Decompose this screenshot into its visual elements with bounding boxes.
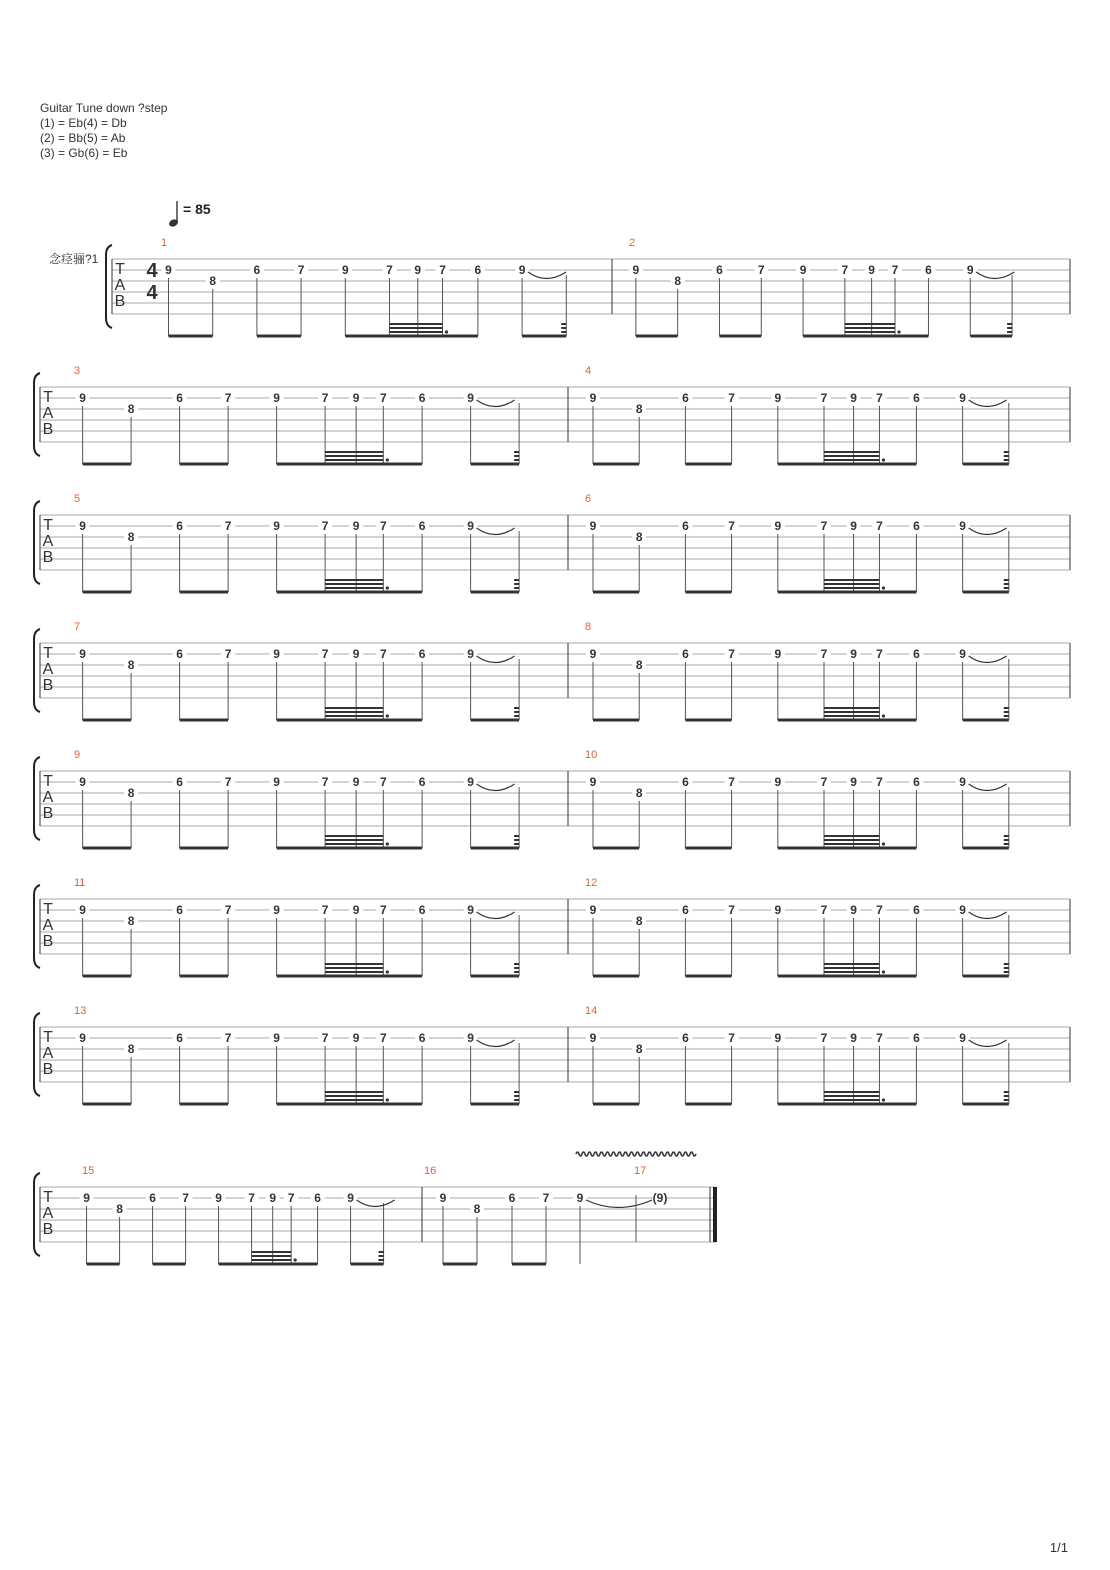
- measure-number: 12: [585, 877, 598, 889]
- fret-number: 7: [728, 391, 735, 405]
- fret-number: 6: [149, 1191, 156, 1205]
- tab-clef-letter: B: [42, 549, 54, 566]
- fret-number: 7: [820, 903, 828, 917]
- fret-number: 9: [850, 391, 857, 405]
- fret-number: 9: [959, 647, 966, 661]
- tab-clef-letter: T: [43, 901, 53, 918]
- system-bracket: [34, 629, 40, 712]
- fret-number: 9: [273, 647, 280, 661]
- fret-number: 8: [127, 530, 135, 544]
- tempo-value: = 85: [183, 201, 211, 217]
- fret-number: 6: [418, 903, 426, 917]
- fret-number: 9: [79, 903, 86, 917]
- fret-number: 8: [635, 1042, 643, 1056]
- fret-number: 7: [876, 647, 883, 661]
- fret-number: 6: [508, 1191, 516, 1205]
- fret-number: 9: [589, 903, 597, 917]
- page-number: 1/1: [1049, 1540, 1068, 1555]
- fret-number: 6: [418, 1031, 426, 1045]
- fret-number: 9: [439, 1191, 447, 1205]
- tie: [477, 656, 515, 663]
- fret-number: 9: [799, 263, 807, 277]
- measure-number: 13: [74, 1005, 87, 1017]
- fret-number: 9: [774, 903, 782, 917]
- measure-number: 4: [585, 365, 592, 377]
- fret-number: 6: [176, 775, 183, 789]
- fret-number: 9: [352, 647, 360, 661]
- tie: [586, 1200, 652, 1208]
- system-bracket: [34, 373, 40, 456]
- tab-clef-letter: T: [43, 517, 53, 534]
- fret-number: 6: [474, 263, 482, 277]
- fret-number: 9: [341, 263, 349, 277]
- fret-number: 6: [418, 775, 426, 789]
- fret-number: 6: [176, 903, 183, 917]
- tab-clef-letter: A: [42, 1045, 54, 1062]
- tab-clef-letter: A: [42, 405, 54, 422]
- fret-number: 9: [850, 903, 857, 917]
- fret-number: 9: [352, 519, 360, 533]
- fret-number: 7: [224, 903, 232, 917]
- measure-number: 2: [629, 237, 636, 249]
- tuning-title: Guitar Tune down ?step: [40, 101, 168, 115]
- measure-number: 5: [74, 493, 81, 505]
- fret-number: 9: [589, 1031, 597, 1045]
- system-bracket: [34, 501, 40, 584]
- fret-number: 9: [467, 903, 474, 917]
- dot: [294, 1258, 297, 1261]
- fret-number: 6: [925, 263, 932, 277]
- fret-number: 8: [674, 274, 682, 288]
- fret-number: 9: [165, 263, 172, 277]
- vibrato-mark: [576, 1152, 696, 1156]
- fret-number: 9: [273, 519, 280, 533]
- fret-number: 9: [774, 775, 782, 789]
- fret-number: 9: [850, 775, 857, 789]
- tie: [969, 528, 1007, 535]
- fret-number: 9: [79, 775, 86, 789]
- fret-number: 8: [635, 658, 643, 672]
- measure-number: 7: [74, 621, 81, 633]
- system-bracket: [34, 757, 40, 840]
- fret-number: 7: [876, 903, 883, 917]
- fret-number: 7: [224, 647, 232, 661]
- fret-number: 9: [959, 775, 966, 789]
- fret-number: 7: [841, 263, 849, 277]
- fret-number: 9: [414, 263, 422, 277]
- tab-clef-letter: B: [42, 1221, 54, 1238]
- fret-number: 7: [876, 391, 883, 405]
- tab-clef-letter: A: [42, 1205, 54, 1222]
- measure-number: 8: [585, 621, 592, 633]
- tie: [477, 784, 515, 791]
- fret-number: 9: [576, 1191, 584, 1205]
- fret-number: 7: [728, 775, 735, 789]
- fret-number: 9: [850, 519, 857, 533]
- tab-clef-letter: A: [42, 661, 54, 678]
- measure-number: 9: [74, 749, 81, 761]
- fret-number: 9: [632, 263, 640, 277]
- fret-number: 7: [876, 1031, 883, 1045]
- tab-clef-letter: B: [42, 421, 54, 438]
- tied-fret-number: (9): [652, 1191, 668, 1205]
- tie: [477, 528, 515, 535]
- fret-number: 9: [215, 1191, 222, 1205]
- dot: [882, 714, 885, 717]
- measure-number: 11: [74, 877, 86, 889]
- fret-number: 6: [418, 519, 426, 533]
- tab-clef-letter: T: [43, 645, 53, 662]
- fret-number: 7: [321, 1031, 329, 1045]
- fret-number: 9: [774, 519, 782, 533]
- fret-number: 7: [728, 903, 735, 917]
- tab-clef-letter: T: [43, 389, 53, 406]
- fret-number: 6: [176, 391, 183, 405]
- fret-number: 7: [876, 775, 883, 789]
- fret-number: 9: [868, 263, 875, 277]
- fret-number: 9: [850, 1031, 857, 1045]
- fret-number: 7: [321, 519, 329, 533]
- fret-number: 6: [418, 647, 426, 661]
- fret-number: 9: [467, 647, 474, 661]
- fret-number: 7: [820, 775, 828, 789]
- fret-number: 7: [439, 263, 446, 277]
- fret-number: 8: [127, 658, 135, 672]
- time-signature-top: 4: [146, 260, 158, 282]
- fret-number: 9: [352, 903, 360, 917]
- measure-number: 1: [161, 237, 168, 249]
- tie: [477, 1040, 515, 1047]
- tab-clef-letter: B: [114, 293, 126, 310]
- fret-number: 6: [913, 903, 920, 917]
- fret-number: 6: [682, 391, 689, 405]
- tab-clef-letter: T: [43, 1189, 53, 1206]
- fret-number: 6: [913, 775, 920, 789]
- fret-number: 7: [820, 519, 828, 533]
- fret-number: 7: [224, 775, 232, 789]
- fret-number: 7: [321, 647, 329, 661]
- dot: [882, 970, 885, 973]
- dot: [386, 1098, 389, 1101]
- system-bracket: [34, 1013, 40, 1096]
- fret-number: 9: [966, 263, 974, 277]
- fret-number: 8: [635, 914, 643, 928]
- tab-clef-letter: A: [42, 789, 54, 806]
- fret-number: 6: [913, 519, 920, 533]
- dot: [386, 586, 389, 589]
- tie: [528, 272, 566, 279]
- fret-number: 9: [774, 1031, 782, 1045]
- dot: [882, 458, 885, 461]
- fret-number: 7: [386, 263, 393, 277]
- fret-number: 9: [347, 1191, 354, 1205]
- tab-clef-letter: B: [42, 805, 54, 822]
- measure-number: 17: [634, 1165, 647, 1177]
- fret-number: 9: [850, 647, 857, 661]
- fret-number: 7: [876, 519, 883, 533]
- fret-number: 9: [589, 519, 597, 533]
- tuning-line: (2) = Bb(5) = Ab: [40, 131, 126, 145]
- dot: [882, 586, 885, 589]
- fret-number: 9: [589, 391, 597, 405]
- dot: [897, 330, 900, 333]
- fret-number: 9: [959, 1031, 966, 1045]
- fret-number: 6: [682, 1031, 689, 1045]
- dot: [386, 714, 389, 717]
- fret-number: 9: [79, 647, 86, 661]
- fret-number: 9: [273, 903, 280, 917]
- tuning-line: (1) = Eb(4) = Db: [40, 116, 127, 130]
- fret-number: 7: [224, 519, 232, 533]
- fret-number: 7: [379, 647, 387, 661]
- tab-clef-letter: B: [42, 1061, 54, 1078]
- fret-number: 7: [321, 903, 329, 917]
- fret-number: 7: [728, 647, 735, 661]
- fret-number: 7: [891, 263, 899, 277]
- tie: [969, 912, 1007, 919]
- fret-number: 6: [176, 647, 183, 661]
- tab-clef-letter: T: [115, 261, 125, 278]
- fret-number: 6: [913, 391, 920, 405]
- fret-number: 7: [321, 775, 329, 789]
- fret-number: 7: [379, 903, 387, 917]
- fret-number: 9: [352, 1031, 360, 1045]
- fret-number: 8: [635, 786, 643, 800]
- fret-number: 9: [83, 1191, 90, 1205]
- fret-number: 9: [467, 519, 474, 533]
- dot: [386, 458, 389, 461]
- tie: [969, 1040, 1007, 1047]
- measure-number: 16: [424, 1165, 437, 1177]
- fret-number: 6: [682, 519, 689, 533]
- tie: [477, 400, 515, 407]
- fret-number: 7: [728, 1031, 735, 1045]
- fret-number: 9: [518, 263, 526, 277]
- system-bracket: [34, 1173, 40, 1256]
- fret-number: 6: [176, 519, 183, 533]
- fret-number: 8: [127, 914, 135, 928]
- fret-number: 7: [820, 391, 828, 405]
- fret-number: 6: [716, 263, 723, 277]
- fret-number: 6: [682, 903, 689, 917]
- tab-clef-letter: T: [43, 773, 53, 790]
- fret-number: 9: [467, 391, 474, 405]
- fret-number: 6: [418, 391, 426, 405]
- measure-number: 6: [585, 493, 592, 505]
- fret-number: 7: [182, 1191, 189, 1205]
- dot: [882, 842, 885, 845]
- fret-number: 6: [913, 1031, 920, 1045]
- fret-number: 8: [635, 402, 643, 416]
- fret-number: 7: [297, 263, 305, 277]
- tab-clef-letter: B: [42, 933, 54, 950]
- fret-number: 8: [127, 786, 135, 800]
- system-bracket: [34, 885, 40, 968]
- measure-number: 15: [82, 1165, 95, 1177]
- fret-number: 9: [269, 1191, 277, 1205]
- tab-clef-letter: A: [42, 917, 54, 934]
- fret-number: 8: [116, 1202, 123, 1216]
- fret-number: 9: [467, 775, 474, 789]
- fret-number: 9: [79, 1031, 86, 1045]
- tuning-line: (3) = Gb(6) = Eb: [40, 146, 128, 160]
- fret-number: 9: [352, 391, 360, 405]
- fret-number: 9: [589, 647, 597, 661]
- fret-number: 7: [379, 391, 387, 405]
- measure-number: 3: [74, 365, 81, 377]
- fret-number: 9: [79, 519, 86, 533]
- tab-clef-letter: B: [42, 677, 54, 694]
- tab-clef-letter: T: [43, 1029, 53, 1046]
- fret-number: 9: [774, 391, 782, 405]
- measure-number: 14: [585, 1005, 598, 1017]
- fret-number: 8: [127, 402, 135, 416]
- fret-number: 9: [589, 775, 597, 789]
- fret-number: 7: [757, 263, 765, 277]
- fret-number: 7: [820, 647, 828, 661]
- measure-number: 10: [585, 749, 598, 761]
- fret-number: 8: [473, 1202, 481, 1216]
- fret-number: 7: [379, 1031, 387, 1045]
- dot: [386, 842, 389, 845]
- fret-number: 7: [379, 519, 387, 533]
- tie: [477, 912, 515, 919]
- tie: [976, 272, 1014, 279]
- dot: [386, 970, 389, 973]
- tie: [969, 400, 1007, 407]
- fret-number: 7: [248, 1191, 255, 1205]
- tab-clef-letter: A: [42, 533, 54, 550]
- fret-number: 9: [352, 775, 360, 789]
- fret-number: 9: [273, 391, 280, 405]
- fret-number: 9: [273, 775, 280, 789]
- tie: [357, 1200, 395, 1207]
- fret-number: 9: [79, 391, 86, 405]
- fret-number: 9: [959, 903, 966, 917]
- fret-number: 6: [913, 647, 920, 661]
- fret-number: 7: [224, 391, 232, 405]
- fret-number: 6: [176, 1031, 183, 1045]
- fret-number: 6: [682, 647, 689, 661]
- fret-number: 6: [253, 263, 261, 277]
- fret-number: 7: [542, 1191, 550, 1205]
- fret-number: 9: [273, 1031, 280, 1045]
- fret-number: 6: [682, 775, 689, 789]
- fret-number: 9: [467, 1031, 474, 1045]
- fret-number: 6: [314, 1191, 321, 1205]
- tie: [969, 656, 1007, 663]
- fret-number: 8: [127, 1042, 135, 1056]
- fret-number: 7: [820, 1031, 828, 1045]
- fret-number: 8: [209, 274, 217, 288]
- track-name: 念痉骊?1: [49, 252, 99, 266]
- system-bracket: [106, 245, 112, 328]
- fret-number: 7: [224, 1031, 232, 1045]
- fret-number: 7: [379, 775, 387, 789]
- fret-number: 7: [287, 1191, 295, 1205]
- time-signature-bottom: 4: [146, 282, 158, 304]
- tab-clef-letter: A: [114, 277, 126, 294]
- fret-number: 7: [321, 391, 329, 405]
- fret-number: 9: [959, 519, 966, 533]
- fret-number: 9: [959, 391, 966, 405]
- dot: [445, 330, 448, 333]
- fret-number: 9: [774, 647, 782, 661]
- fret-number: 7: [728, 519, 735, 533]
- fret-number: 8: [635, 530, 643, 544]
- dot: [882, 1098, 885, 1101]
- tie: [969, 784, 1007, 791]
